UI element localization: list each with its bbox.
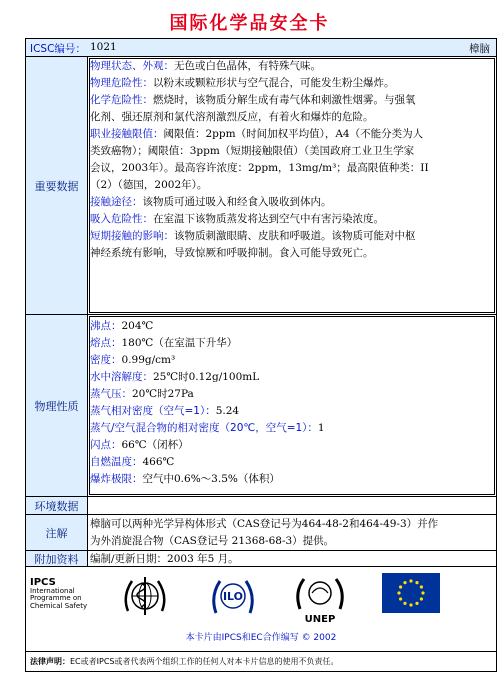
physical-line bbox=[90, 437, 493, 454]
notes-line: 为外消旋混合物（CAS登记号 21368-68-3）提供。 bbox=[90, 535, 335, 547]
important-value: 以粉末或颗粒形状与空气混合，可能发生粉尘爆炸。 bbox=[153, 77, 395, 89]
environment-content bbox=[88, 497, 496, 514]
important-value: 类致癌物）；阈限值：3ppm（短期接触限值）（美国政府工业卫生学家 bbox=[90, 145, 415, 157]
eu-star-icon bbox=[403, 581, 406, 584]
legal-statement bbox=[30, 656, 339, 667]
important-value: 化剂、强还原剂和氯代溶剂激烈反应，有着火和爆炸的危险。 bbox=[90, 111, 374, 123]
eu-star-icon bbox=[409, 579, 412, 582]
physical-key: 闪点： bbox=[90, 439, 122, 451]
eu-star-icon bbox=[415, 581, 418, 584]
environment-section bbox=[26, 497, 496, 515]
ipcs-title: IPCS bbox=[30, 577, 56, 588]
eu-flag-icon bbox=[382, 573, 440, 613]
important-line bbox=[90, 126, 493, 143]
logo-strip bbox=[26, 567, 496, 652]
important-value: 阈限值：2ppm（时间加权平均值），A4（不能分类为人 bbox=[163, 128, 424, 140]
eu-star-icon bbox=[420, 585, 423, 588]
important-line bbox=[90, 143, 493, 160]
who-emblem-icon bbox=[120, 571, 170, 621]
important-line bbox=[90, 109, 493, 126]
physical-line bbox=[90, 352, 493, 369]
important-key: 物理危险性： bbox=[90, 77, 153, 89]
important-value: （2）（德国，2002年）。 bbox=[90, 179, 208, 191]
physical-value: 20℃时27Pa bbox=[132, 388, 194, 400]
physical-key: 蒸气相对密度（空气=1）： bbox=[90, 405, 216, 417]
important-value: 会议，2003年）。最高容许浓度：2ppm，13mg/m³；最高限值种类：II bbox=[90, 162, 429, 174]
important-line bbox=[90, 177, 493, 194]
physical-value: 204℃ bbox=[121, 320, 154, 332]
physical-value: 5.24 bbox=[215, 405, 240, 417]
icsc-label: ICSC编号： bbox=[30, 43, 86, 55]
important-line bbox=[90, 245, 493, 262]
eu-star-icon bbox=[415, 602, 418, 605]
physical-line bbox=[90, 335, 493, 352]
physical-line bbox=[90, 454, 493, 471]
eu-star-icon bbox=[420, 597, 423, 600]
physical-properties-content bbox=[88, 315, 496, 496]
important-data-section bbox=[26, 57, 496, 315]
physical-line bbox=[90, 369, 493, 386]
svg-text:ILO: ILO bbox=[222, 590, 244, 603]
card-title: 国际化学品安全卡 bbox=[169, 13, 330, 34]
ipcs-line: Programme on bbox=[30, 594, 82, 602]
important-key: 短期接触的影响： bbox=[90, 230, 174, 242]
physical-key: 蒸气压： bbox=[90, 388, 132, 400]
eu-star-icon bbox=[421, 591, 424, 594]
ipcs-line: Chemical Safety bbox=[30, 601, 88, 610]
icsc-card bbox=[25, 38, 497, 672]
eu-star-icon bbox=[409, 603, 412, 606]
eu-star-icon bbox=[399, 585, 402, 588]
eu-star-icon bbox=[399, 597, 402, 600]
icsc-number: 1021 bbox=[90, 41, 117, 53]
physical-line bbox=[90, 318, 493, 335]
ipcs-logo-text bbox=[30, 579, 87, 610]
physical-value: 0.99g/cm³ bbox=[121, 354, 176, 366]
important-line bbox=[90, 194, 493, 211]
important-value: 神经系统有影响，导致惊厥和呼吸抑制。食入可能导致死亡。 bbox=[90, 247, 374, 259]
important-key: 吸入危险性： bbox=[90, 213, 153, 225]
physical-properties-label: 物理性质 bbox=[26, 315, 88, 496]
important-value: 燃烧时，该物质分解生成有毒气体和刺激性烟雾。与强氧 bbox=[153, 94, 416, 106]
important-value: 在室温下该物质蒸发将达到空气中有害污染浓度。 bbox=[153, 213, 384, 225]
important-line bbox=[90, 211, 493, 228]
physical-key: 自燃温度： bbox=[90, 456, 143, 468]
eu-star-icon bbox=[397, 591, 400, 594]
important-line bbox=[90, 160, 493, 177]
physical-key: 沸点： bbox=[90, 320, 122, 332]
additional-info-label: 附加资料 bbox=[26, 551, 88, 566]
physical-key: 爆炸极限： bbox=[90, 473, 143, 485]
legal-text: EC或者IPCS或者代表两个组织工作的任何人对本卡片信息的使用不负责任。 bbox=[70, 657, 339, 666]
physical-value: 25℃时0.12g/100mL bbox=[153, 371, 260, 383]
important-value: 该物质可通过吸入和经食入吸收到体内。 bbox=[142, 196, 332, 208]
icsc-number-row bbox=[26, 39, 496, 57]
important-line bbox=[90, 92, 493, 109]
physical-line bbox=[90, 420, 493, 437]
physical-value: 空气中0.6%～3.5%（体积） bbox=[142, 473, 280, 485]
notes-section bbox=[26, 515, 496, 551]
important-key: 接触途径： bbox=[90, 196, 143, 208]
important-key: 物理状态、外观： bbox=[90, 60, 174, 72]
ipcs-line: International bbox=[30, 586, 75, 595]
unep-label: UNEP bbox=[304, 614, 336, 625]
credit-line: 本卡片由IPCS和EC合作编写 © 2002 bbox=[185, 633, 337, 643]
eu-star-icon bbox=[403, 602, 406, 605]
additional-info-content: 编制/更新日期：2003 年5 月。 bbox=[90, 553, 239, 565]
physical-value: 66℃（闭杯） bbox=[121, 439, 189, 451]
legal-key: 法律声明： bbox=[30, 657, 70, 666]
important-key: 职业接触限值： bbox=[90, 128, 164, 140]
physical-line bbox=[90, 471, 493, 488]
ilo-emblem-icon bbox=[208, 571, 258, 621]
important-value: 该物质刺激眼睛、皮肤和呼吸道。该物质可能对中枢 bbox=[174, 230, 416, 242]
important-data-label: 重要数据 bbox=[26, 57, 88, 314]
important-data-content bbox=[88, 57, 496, 314]
notes-line: 樟脑可以两种光学异构体形式（CAS登记号为464-48-2和464-49-3）并作 bbox=[90, 518, 439, 530]
important-line bbox=[90, 58, 493, 75]
physical-line bbox=[90, 403, 493, 420]
physical-line bbox=[90, 386, 493, 403]
additional-info-section bbox=[26, 551, 496, 567]
physical-value: 466℃ bbox=[142, 456, 175, 468]
physical-value: 1 bbox=[317, 422, 325, 434]
physical-key: 密度： bbox=[90, 354, 122, 366]
important-line bbox=[90, 75, 493, 92]
environment-label: 环境数据 bbox=[26, 497, 88, 514]
chemical-name: 樟脑 bbox=[469, 43, 490, 55]
notes-label: 注解 bbox=[26, 515, 88, 550]
important-line bbox=[90, 228, 493, 245]
physical-value: 180℃（在室温下升华） bbox=[121, 337, 238, 349]
important-value: 无色或白色晶体，有特殊气味。 bbox=[174, 60, 321, 72]
physical-key: 水中溶解度： bbox=[90, 371, 153, 383]
unep-emblem-icon bbox=[292, 571, 348, 625]
physical-key: 熔点： bbox=[90, 337, 122, 349]
physical-key: 蒸气/空气混合物的相对密度（20℃，空气=1）： bbox=[90, 422, 318, 434]
important-key: 化学危险性： bbox=[90, 94, 153, 106]
notes-content bbox=[88, 515, 496, 550]
physical-properties-section bbox=[26, 315, 496, 497]
